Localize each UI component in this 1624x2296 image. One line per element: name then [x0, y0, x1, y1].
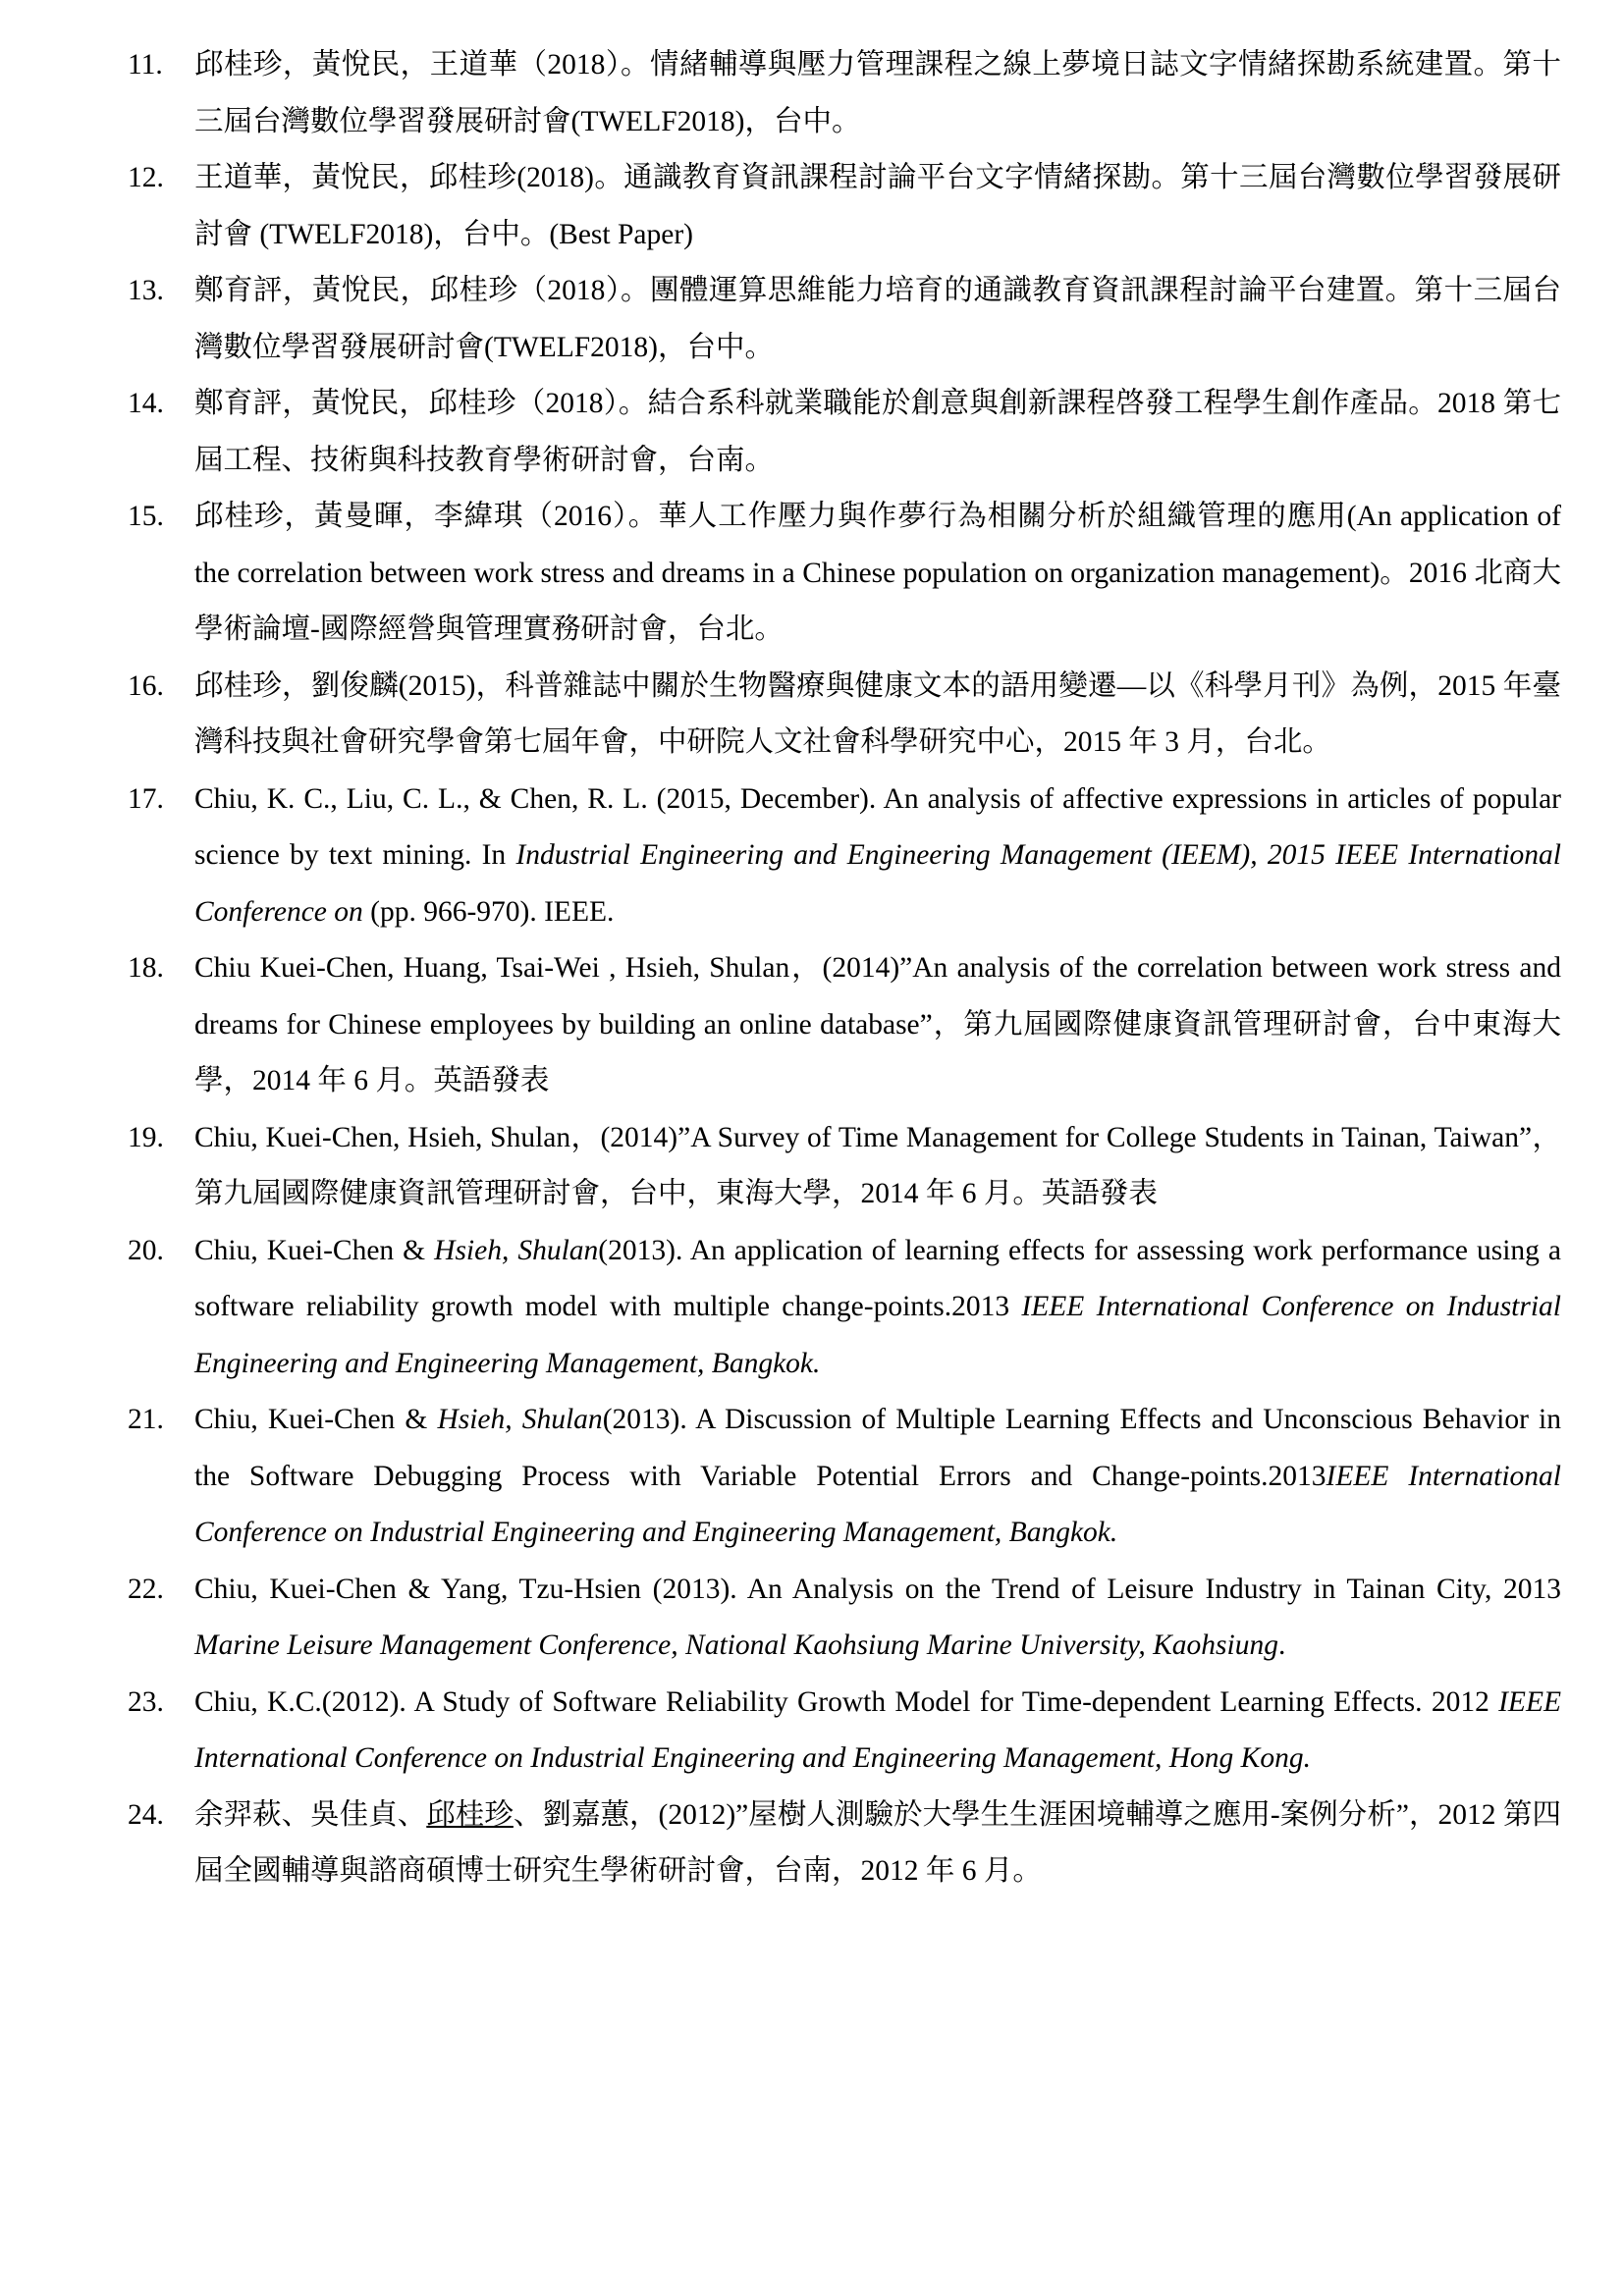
reference-text [194, 489, 1561, 659]
reference-text-run: 邱桂珍，劉俊麟(2015)，科普雜誌中關於生物醫療與健康文本的語用變遷—以《科學月刊》為例，2015 年臺灣科技與社會研究學會第七屆年會，中研院人文社會科學研究中心，2015 年 3 月，台北。 [194, 669, 1561, 758]
reference-text-run: 鄭育評，黃悅民，邱桂珍（2018）。團體運算思維能力培育的通識教育資訊課程討論平台建置。第十三屆台灣數位學習發展研討會(TWELF2018)，台中。 [194, 275, 1561, 363]
reference-text-run: 邱桂珍，黃曼暉，李緯琪（2016）。華人工作壓力與作夢行為相關分析於組織管理的應用(An application of the correlation between work stress and dreams in a Chinese population on organization management)。2016 北商大學術論壇-國際經營與管理實務研討會，台北。 [194, 501, 1561, 645]
reference-number: 13. [128, 275, 164, 306]
reference-list [128, 37, 1561, 1900]
reference-item [128, 1223, 1561, 1393]
reference-item [128, 150, 1561, 263]
reference-text [194, 940, 1561, 1110]
reference-italic-text: IEEE International Conference on Industrial Engineering and Engineering Management, Hong Kong. [194, 1685, 1561, 1774]
reference-italic-text: Marine Leisure Management Conference, National Kaohsiung Marine University, Kaohsiung [194, 1629, 1278, 1661]
reference-number: 18. [128, 952, 164, 984]
reference-text-run: 王道華，黃悅民，邱桂珍(2018)。通識教育資訊課程討論平台文字情緒探勘。第十三屆台灣數位學習發展研討會 (TWELF2018)，台中。(Best Paper) [194, 162, 1561, 250]
reference-number: 24. [128, 1798, 164, 1831]
reference-item [128, 376, 1561, 489]
reference-text-run: Chiu Kuei-Chen, Huang, Tsai-Wei , Hsieh, Shulan，(2014)”An analysis of the correlation between work stress and dreams for Chinese employees by building an online database”，第九屆國際健康資訊管理研討會，台中東海大學，2014 年 6 月。英語發表 [194, 952, 1561, 1096]
reference-item [128, 37, 1561, 150]
reference-text [194, 263, 1561, 376]
reference-number: 20. [128, 1234, 164, 1266]
reference-text [194, 37, 1561, 150]
reference-number: 12. [128, 162, 164, 193]
reference-text-run: Chiu, Kuei-Chen & [194, 1404, 438, 1435]
reference-text-run: 、劉嘉蕙，(2012)”屋樹人測驗於大學生生涯困境輔導之應用-案例分析”，2012 第四屆全國輔導與諮商碩博士研究生學術研討會，台南，2012 年 6 月。 [194, 1798, 1561, 1887]
reference-text [194, 1675, 1561, 1788]
reference-item [128, 1675, 1561, 1788]
reference-text [194, 150, 1561, 263]
reference-text [194, 772, 1561, 941]
reference-italic-text: IEEE International Conference on Industrial Engineering and Engineering Management, Bangkok. [194, 1291, 1561, 1379]
reference-item [128, 940, 1561, 1110]
reference-text-run: 鄭育評，黃悅民，邱桂珍（2018）。結合系科就業職能於創意與創新課程啓發工程學生創作產品。2018 第七屆工程、技術與科技教育學術研討會，台南。 [194, 388, 1561, 476]
reference-number: 17. [128, 782, 164, 815]
reference-number: 14. [128, 388, 164, 419]
reference-item [128, 772, 1561, 941]
reference-text-run: Chiu, Kuei-Chen, Hsieh, Shulan，(2014)”A Survey of Time Management for College Students in Tainan, Taiwan”，第九屆國際健康資訊管理研討會，台中，東海大學，2014 年 6 月。英語發表 [194, 1121, 1561, 1209]
reference-text [194, 1562, 1561, 1675]
reference-italic-text: Hsieh, Shulan [434, 1234, 599, 1266]
reference-text-run: (pp. 966-970). IEEE. [362, 895, 615, 928]
reference-item [128, 1110, 1561, 1223]
reference-underlined-text: 邱桂珍 [426, 1798, 514, 1831]
reference-italic-text: Industrial Engineering and Engineering Management (IEEM), 2015 IEEE International Conference on [194, 839, 1561, 928]
reference-italic-text: Hsieh, Shulan [437, 1404, 603, 1435]
reference-text [194, 1223, 1561, 1393]
reference-item [128, 1392, 1561, 1562]
reference-item [128, 1788, 1561, 1900]
reference-italic-text: IEEE International Conference on Industrial Engineering and Engineering Management, Bangkok. [194, 1460, 1561, 1548]
reference-item [128, 659, 1561, 772]
reference-text [194, 376, 1561, 489]
reference-text-run: Chiu, K.C.(2012). A Study of Software Reliability Growth Model for Time-dependent Learning Effects. 2012 [194, 1685, 1499, 1718]
reference-number: 15. [128, 501, 164, 532]
reference-item [128, 263, 1561, 376]
reference-number: 23. [128, 1685, 164, 1718]
reference-text-run: Chiu, Kuei-Chen & Yang, Tzu-Hsien (2013). An Analysis on the Trend of Leisure Industry in Tainan City, 2013 [194, 1573, 1561, 1605]
reference-text [194, 659, 1561, 772]
reference-text-run: Chiu, K. C., Liu, C. L., & Chen, R. L. (2015, December). An analysis of affective expressions in articles of popular science by text mining. In [194, 782, 1561, 871]
reference-text-run: (2013). An application of learning effects for assessing work performance using a software reliability growth model with multiple change-points.2013 [194, 1234, 1561, 1322]
reference-number: 21. [128, 1404, 164, 1435]
reference-number: 19. [128, 1121, 164, 1153]
reference-text [194, 1788, 1561, 1900]
reference-text [194, 1110, 1561, 1223]
reference-number: 22. [128, 1573, 164, 1605]
reference-item [128, 489, 1561, 659]
reference-text-run: 邱桂珍，黃悅民，王道華（2018）。情緒輔導與壓力管理課程之線上夢境日誌文字情緒探勘系統建置。第十三屆台灣數位學習發展研討會(TWELF2018)，台中。 [194, 49, 1561, 137]
reference-text-run: Chiu, Kuei-Chen & [194, 1234, 435, 1266]
reference-number: 16. [128, 669, 164, 702]
reference-item [128, 1562, 1561, 1675]
reference-text [194, 1392, 1561, 1562]
reference-text-run: (2013). A Discussion of Multiple Learning Effects and Unconscious Behavior in the Software Debugging Process with Variable Potential Errors and Change-points.2013 [194, 1404, 1561, 1492]
reference-number: 11. [128, 49, 163, 80]
reference-text-run: . [1277, 1629, 1286, 1661]
reference-text-run: 余羿萩、吳佳貞、 [194, 1798, 427, 1831]
